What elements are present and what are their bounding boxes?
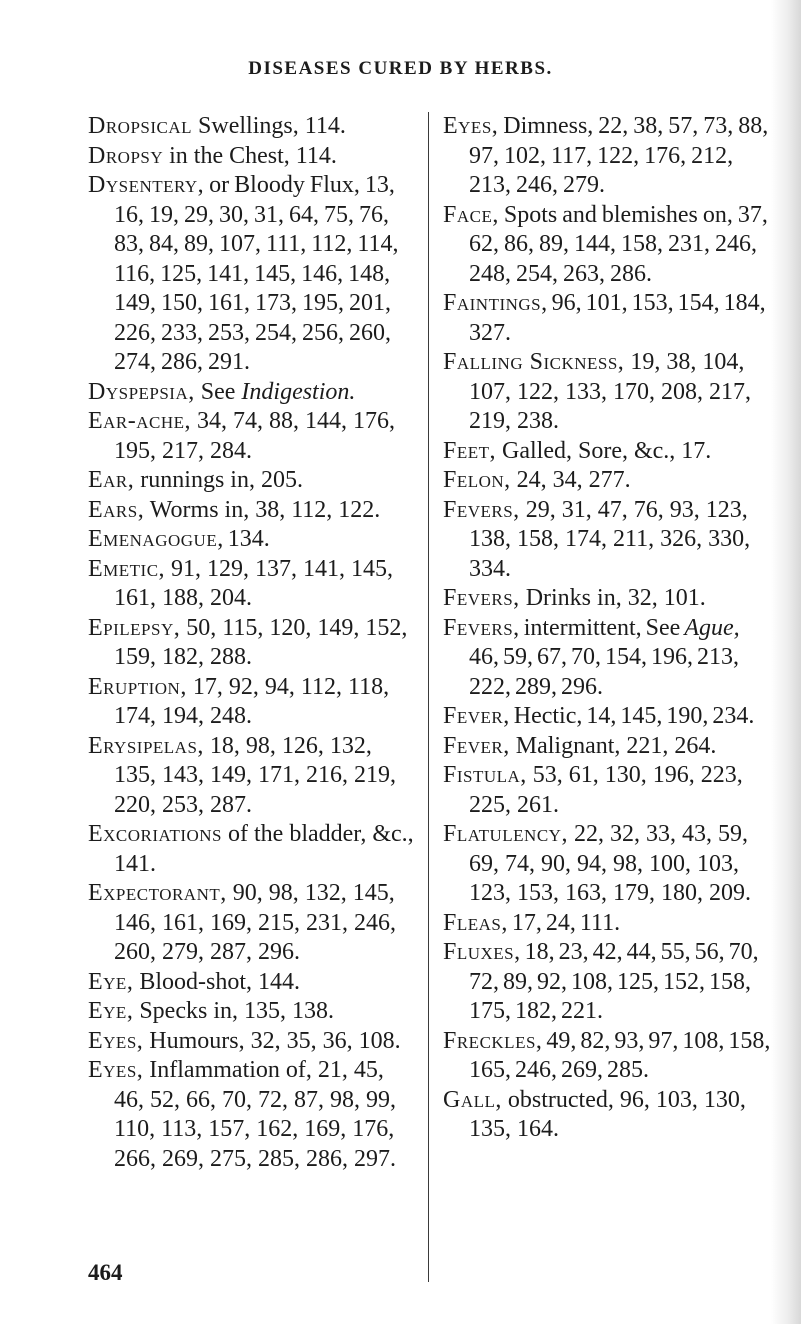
entry-text: See [194,378,242,405]
entry-text: in the Chest, 114. [163,142,337,169]
entry-text: 19, 38, 104, 107, 122, 133, 170, 208, 217, 219, 238. [469,349,751,434]
index-entry [88,112,418,142]
entry-text: Humours, 32, 35, 36, 108. [143,1027,401,1054]
entry-text: 18, 98, 126, 132, 135, 143, 149, 171, 216, 219, 220, 253, 287. [114,732,396,818]
index-entry [443,348,773,437]
entry-text: 17, 92, 94, 112, 118, 174, 194, 248. [114,673,390,729]
index-entry [443,584,773,614]
entry-term: Erysipelas, [88,732,204,759]
index-entry [443,289,773,348]
entry-term: Dropsy [88,142,164,169]
entry-text: 96, 101, 153, 154, 184, 327. [469,290,766,346]
index-entry [443,466,773,496]
entry-term: Ear, [88,467,135,493]
entry-term: Felon, [443,467,511,493]
entry-term: Dyspepsia, [88,378,195,405]
entry-cross-reference: Ague, [684,614,740,641]
entry-text: intermittent, See [519,614,685,641]
index-entry [443,496,773,585]
index-entry [443,1086,773,1145]
column-divider [428,112,429,1282]
entry-term: Emenagogue, [88,526,224,552]
index-entry [88,1027,418,1057]
entry-term: Eye, [88,998,134,1024]
entry-term: Fevers, [443,614,520,641]
entry-term: Fistula, [443,762,527,788]
entry-term: Dropsical [88,113,193,139]
entry-term: Eyes, [443,113,499,139]
index-entry [443,201,773,290]
index-entry [443,732,773,762]
entry-text: 46, 59, 67, 70, 154, 196, 213, 222, 289, 296. [469,644,739,700]
index-entry [443,761,773,820]
entry-text: or Bloody Flux, 13, 16, 19, 29, 30, 31, 64, 75, 76, 83, 84, 89, 107, 111, 112, 114, 116, 125, 141, 145, 146, 148, 149, 150, 161, 173, 195, 201, 226, 233, 253, 254, 256, 260, 274, 286, 291. [114,172,399,375]
entry-text: Specks in, 135, 138. [133,998,334,1024]
entry-term: Eye, [88,968,134,995]
entry-text: Malignant, 221, 264. [509,732,717,759]
entry-text: Dimness, 22, 38, 57, 73, 88, 97, 102, 117, 122, 176, 212, 213, 246, 279. [469,113,769,198]
entry-term: Eyes, [88,1057,144,1083]
index-entry [88,171,418,378]
index-entry [443,909,773,939]
entry-term: Fever, [443,703,510,729]
entry-text: 24, 34, 277. [510,467,631,493]
entry-term: Epilepsy, [88,614,181,641]
page-number: 464 [88,1260,123,1285]
entry-text: 50, 115, 120, 149, 152, 159, 182, 288. [114,614,408,670]
entry-term: Freckles, [443,1027,543,1054]
index-entry [88,614,418,673]
entry-term: Ear-ache, [88,408,192,434]
index-column-left [88,112,418,1174]
entry-term: Face, [443,201,499,228]
entry-text: 90, 98, 132, 145, 146, 161, 169, 215, 231, 246, 260, 279, 287, 296. [114,880,396,965]
index-entry [88,968,418,998]
index-entry [443,437,773,467]
entry-term: Fleas, [443,909,508,936]
index-entry [88,555,418,614]
entry-text: Spots and blemishes on, 37, 62, 86, 89, 144, 158, 231, 246, 248, 254, 263, 286. [469,201,768,287]
index-entry [88,1056,418,1174]
index-entry [88,407,418,466]
entry-term: Faintings, [443,290,548,316]
index-entry [443,112,773,201]
entry-term: Dysentery, [88,172,205,198]
entry-text: Hectic, 14, 145, 190, 234. [509,703,755,729]
index-entry [88,732,418,821]
entry-term: Gall, [443,1086,502,1113]
index-entry [443,702,773,732]
entry-term: Fluxes, [443,939,521,965]
index-entry [443,1027,773,1086]
entry-text: Swellings, 114. [192,113,346,139]
entry-text: obstructed, 96, 103, 130, 135, 164. [469,1086,746,1142]
entry-term: Fever, [443,732,510,759]
index-entry [88,673,418,732]
entry-text: Worms in, 38, 112, 122. [144,496,381,523]
entry-term: Ears, [88,496,145,523]
entry-term: Fevers, [443,496,520,523]
entry-text: Drinks in, 32, 101. [519,585,706,611]
entry-text: Galled, Sore, &c., 17. [496,437,712,464]
entry-text: Inflammation of, 21, 45, 46, 52, 66, 70, 72, 87, 98, 99, 110, 113, 157, 162, 169, 176, 266, 269, 275, 285, 286, 297. [114,1057,396,1172]
index-column-right [443,112,773,1145]
index-entry [443,820,773,909]
entry-term: Fevers, [443,585,520,611]
entry-text: 29, 31, 47, 76, 93, 123, 138, 158, 174, 211, 326, 330, 334. [469,496,751,582]
entry-text: 53, 61, 130, 196, 223, 225, 261. [469,762,743,818]
index-entry [88,525,418,555]
running-header: DISEASES CURED BY HERBS. [248,58,553,79]
entry-term: Eruption, [88,673,187,700]
entry-term: Emetic, [88,555,166,582]
entry-text: 134. [223,526,270,552]
index-entry [443,614,773,703]
entry-term: Feet, [443,437,497,464]
entry-term: Expectorant, [88,880,227,906]
index-entry [88,820,418,879]
index-entry [88,879,418,968]
index-entry [88,997,418,1027]
entry-term: Flatulency, [443,821,568,847]
entry-text: runnings in, 205. [134,467,303,493]
index-entry [88,466,418,496]
index-entry [443,938,773,1027]
entry-text: 49, 82, 93, 97, 108, 158, 165, 246, 269, 285. [469,1027,771,1083]
entry-text: 18, 23, 42, 44, 55, 56, 70, 72, 89, 92, 108, 125, 152, 158, 175, 182, 221. [469,939,759,1024]
entry-text: 22, 32, 33, 43, 59, 69, 74, 90, 94, 98, 100, 103, 123, 153, 163, 179, 180, 209. [469,821,751,906]
entry-term: Excoriations [88,821,222,847]
entry-cross-reference: Indigestion. [241,378,356,405]
entry-text: 17, 24, 111. [507,909,621,936]
entry-term: Falling Sickness, [443,349,625,375]
index-entry [88,378,418,408]
index-entry [88,142,418,172]
entry-text: Blood-shot, 144. [133,968,301,995]
entry-text: 91, 129, 137, 141, 145, 161, 188, 204. [114,555,394,611]
page-edge-shadow [771,0,801,1324]
entry-text: of the bladder, &c., 141. [114,821,414,877]
index-entry [88,496,418,526]
entry-text: 34, 74, 88, 144, 176, 195, 217, 284. [114,408,396,464]
entry-term: Eyes, [88,1027,144,1054]
